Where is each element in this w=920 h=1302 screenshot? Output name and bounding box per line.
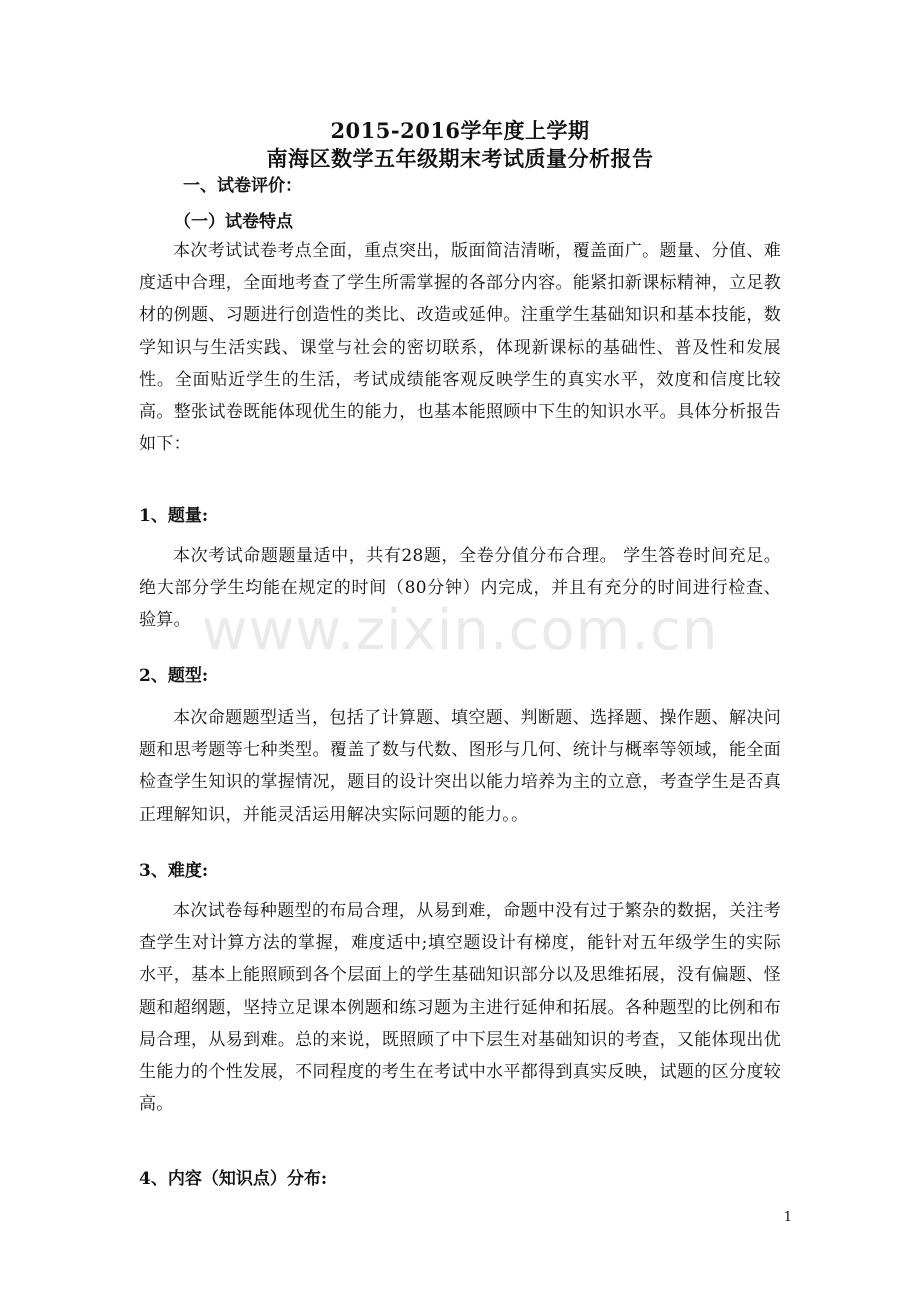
title-line-2: 南海区数学五年级期末考试质量分析报告 bbox=[266, 146, 654, 171]
item-heading-difficulty: 3、难度: bbox=[139, 861, 209, 881]
item-text-question-count: 本次考试命题题量适中，共有28题，全卷分值分布合理。 学生答卷时间充足。绝大部分学生均能在规定的时间（80分钟）内完成，并且有充分的时间进行检查、验算。 bbox=[139, 546, 781, 631]
section-heading-exam-evaluation: 一、试卷评价： bbox=[183, 176, 302, 196]
subsection-heading-exam-features: （一）试卷特点 bbox=[174, 212, 293, 232]
page-number: 1 bbox=[783, 1210, 792, 1225]
item-heading-question-count: 1、题量: bbox=[139, 506, 209, 526]
item-text-question-types: 本次命题题型适当，包括了计算题、填空题、判断题、选择题、操作题、解决问题和思考题等七种类型。覆盖了数与代数、图形与几何、统计与概率等领域，能全面检查学生知识的掌握情况，题目的设计突出以能力培养为主的立意，考查学生是否真正理解知识，并能灵活运用解决实际问题的能力。。 bbox=[139, 708, 781, 825]
watermark-text: www.zixin.com.cn bbox=[201, 598, 719, 663]
title-line-1: 2015-2016学年度上学期 bbox=[330, 118, 590, 143]
item-text-difficulty: 本次试卷每种题型的布局合理，从易到难，命题中没有过于繁杂的数据，关注考查学生对计算方法的掌握，难度适中;填空题设计有梯度，能针对五年级学生的实际水平，基本上能照顾到各个层面上的学生基础知识部分以及思维拓展，没有偏题、怪题和超纲题，坚持立足课本例题和练习题为主进行延伸和拓展。各种题型的比例和布局合理，从易到难。总的来说，既照顾了中下层生对基础知识的考查，又能体现出优生能力的个性发展，不同程度的考生在考试中水平都得到真实反映，试题的区分度较高。 bbox=[139, 901, 781, 1115]
item-heading-question-types: 2、题型: bbox=[139, 666, 209, 686]
intro-paragraph: 本次考试试卷考点全面，重点突出，版面简洁清晰，覆盖面广。题量、分值、难度适中合理，全面地考查了学生所需掌握的各部分内容。能紧扣新课标精神，立足教材的例题、习题进行创造性的类比、改造或延伸。注重学生基础知识和基本技能，数学知识与生活实践、课堂与社会的密切联系，体现新课标的基础性、普及性和发展性。全面贴近学生的生活，考试成绩能客观反映学生的真实水平，效度和信度比较高。整张试卷既能体现优生的能力，也基本能照顾中下生的知识水平。具体分析报告如下： bbox=[139, 241, 781, 455]
item-heading-content-distribution: 4、内容（知识点）分布: bbox=[139, 1169, 328, 1189]
